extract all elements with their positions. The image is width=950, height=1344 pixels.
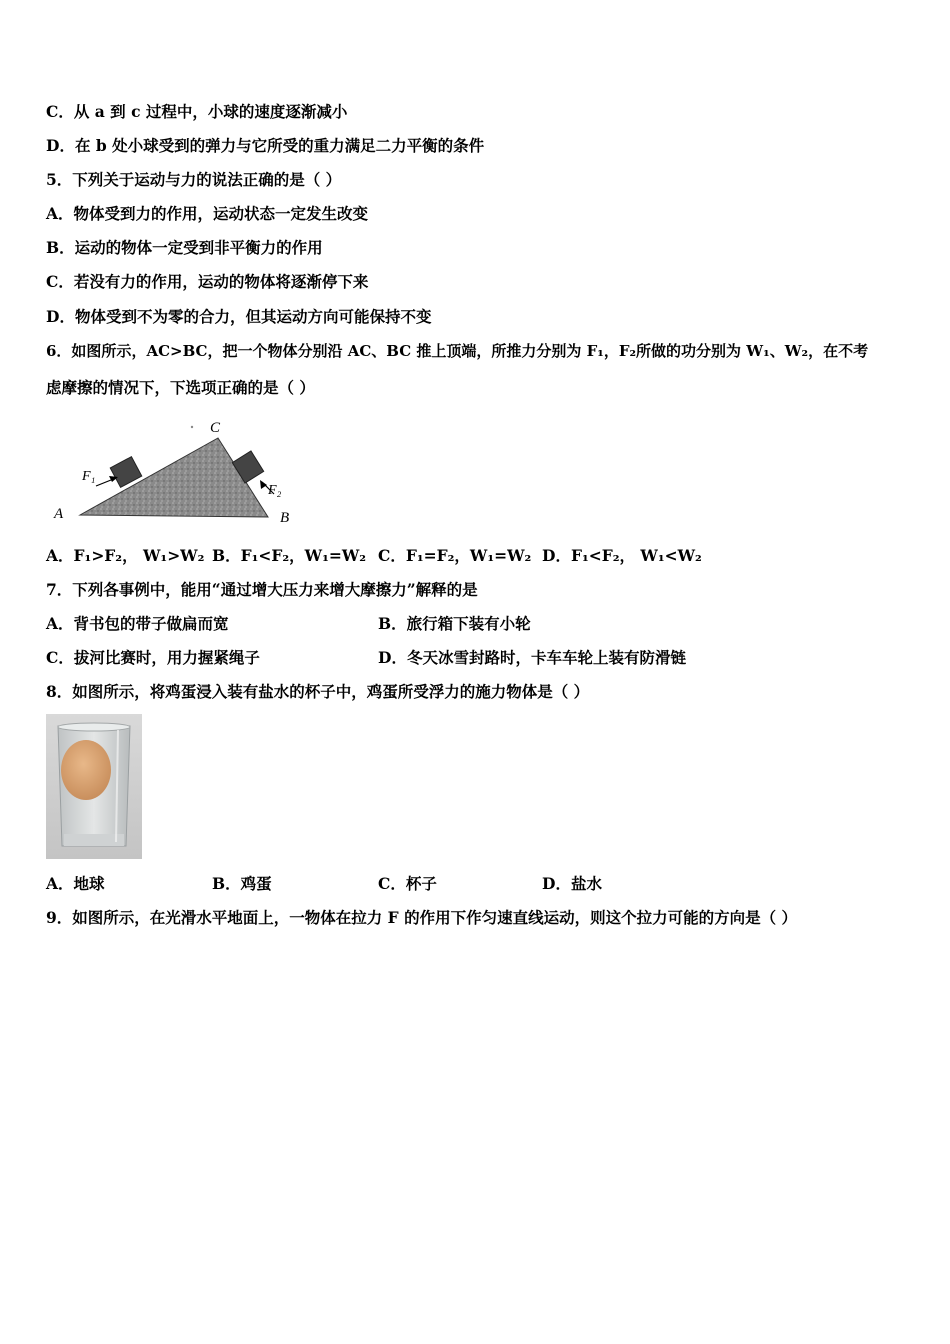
label-b: B <box>280 510 290 526</box>
q5-option-d: D．物体受到不为零的合力，但其运动方向可能保持不变 <box>46 307 432 326</box>
q8-option-d: D．盐水 <box>542 874 602 893</box>
egg-in-glass-photo <box>46 714 142 859</box>
q4-option-d: D．在 b 处小球受到的弹力与它所受的重力满足二力平衡的条件 <box>46 136 485 155</box>
q7-option-a: A．背书包的带子做扁而宽 <box>46 614 229 633</box>
q7-option-b: B．旅行箱下装有小轮 <box>378 614 531 633</box>
q8-stem: 8．如图所示，将鸡蛋浸入装有盐水的杯子中，鸡蛋所受浮力的施力物体是（ ） <box>46 682 590 701</box>
q7-option-d: D．冬天冰雪封路时，卡车车轮上装有防滑链 <box>378 648 686 667</box>
q5-option-b: B．运动的物体一定受到非平衡力的作用 <box>46 238 323 257</box>
incline-triangle <box>80 438 268 517</box>
q6-stem-line2: 虑摩擦的情况下，下选项正确的是（ ） <box>46 378 315 397</box>
q5-option-a: A．物体受到力的作用，运动状态一定发生改变 <box>46 204 369 223</box>
label-f1: F₁ <box>82 469 96 484</box>
q7-stem: 7．下列各事例中，能用“通过增大压力来增大摩擦力”解释的是 <box>46 580 478 599</box>
q7-option-c: C．拔河比赛时，用力握紧绳子 <box>46 648 260 667</box>
q8-option-c: C．杯子 <box>378 874 437 893</box>
q8-option-b: B．鸡蛋 <box>212 874 272 893</box>
q9-stem: 9．如图所示，在光滑水平地面上，一物体在拉力 F 的作用下作匀速直线运动，则这个拉力可能的方向是（ ） <box>46 908 797 927</box>
q5-stem: 5．下列关于运动与力的说法正确的是（ ） <box>46 170 342 189</box>
label-c: C <box>210 420 221 436</box>
incline-figure <box>46 412 306 530</box>
q6-option-c: C．F₁=F₂，W₁=W₂ <box>378 546 532 565</box>
q6-stem-line1: 6．如图所示，AC>BC，把一个物体分别沿 AC、BC 推上顶端，所推力分别为 F₁，F₂所做的功分别为 W₁、W₂，在不考 <box>46 342 869 360</box>
egg-shape <box>61 740 111 800</box>
q8-option-a: A．地球 <box>46 874 105 893</box>
label-f2: F₂ <box>268 483 282 498</box>
label-a: A <box>54 506 64 522</box>
q4-option-c: C．从 a 到 c 过程中，小球的速度逐渐减小 <box>46 102 348 121</box>
q6-option-a: A．F₁>F₂， W₁>W₂ <box>46 546 205 565</box>
q5-option-c: C．若没有力的作用，运动的物体将逐渐停下来 <box>46 272 369 291</box>
q6-option-d: D．F₁<F₂， W₁<W₂ <box>542 546 702 565</box>
q6-option-b: B．F₁<F₂，W₁=W₂ <box>212 546 367 565</box>
